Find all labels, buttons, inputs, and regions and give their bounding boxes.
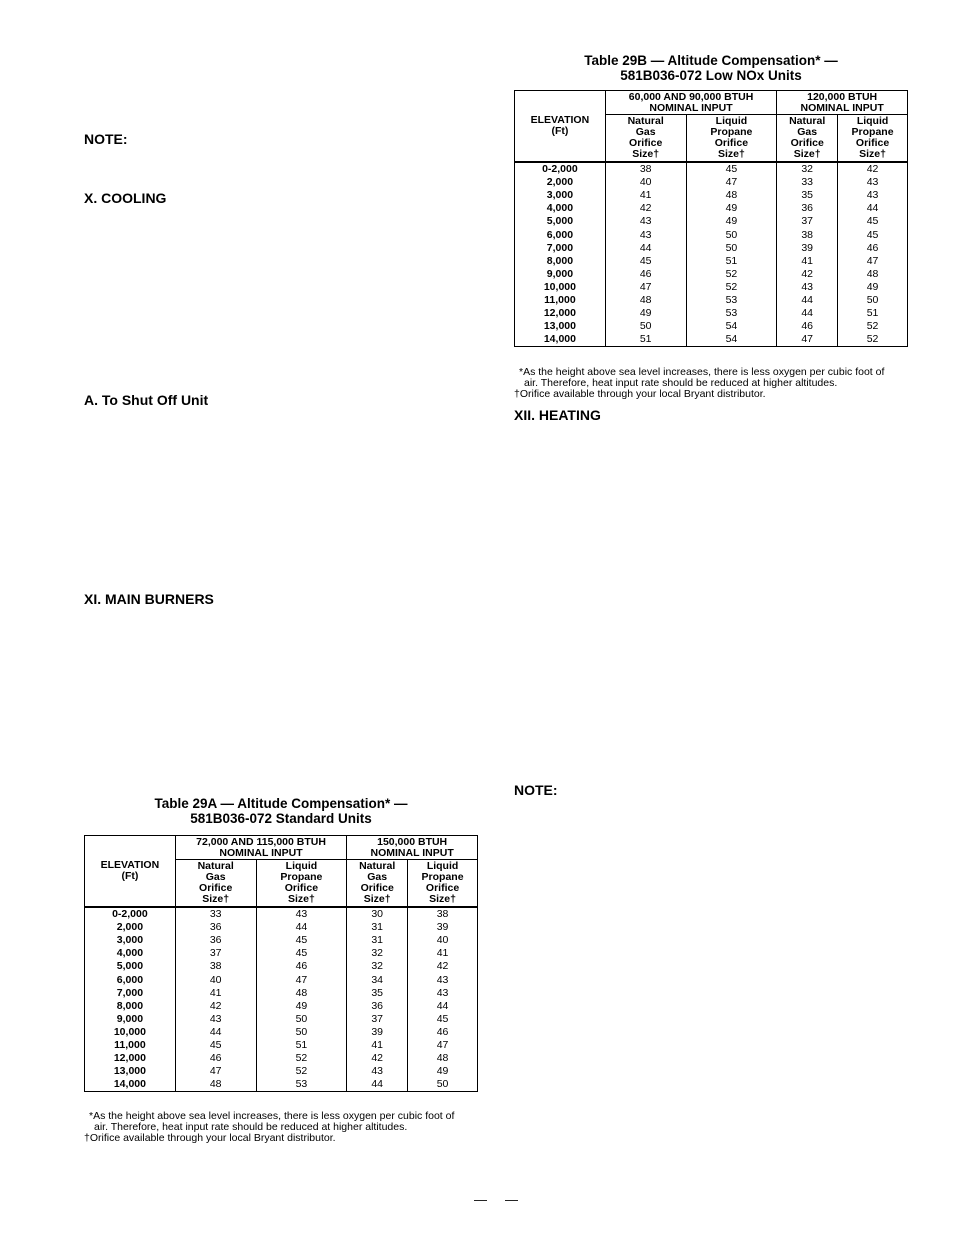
elevation-cell: 3,000 xyxy=(85,934,176,947)
orifice-size-cell: 53 xyxy=(686,294,777,307)
elevation-cell: 7,000 xyxy=(85,987,176,1000)
elevation-cell: 5,000 xyxy=(85,960,176,973)
orifice-size-cell: 43 xyxy=(408,987,478,1000)
elevation-cell: 0-2,000 xyxy=(85,907,176,921)
orifice-size-cell: 47 xyxy=(686,176,777,189)
orifice-size-cell: 42 xyxy=(347,1052,408,1065)
orifice-size-cell: 49 xyxy=(605,307,686,320)
orifice-size-cell: 45 xyxy=(256,934,347,947)
subheader-col-1: Natural Gas Orifice Size† xyxy=(175,860,256,908)
elevation-cell: 10,000 xyxy=(515,281,606,294)
orifice-size-cell: 40 xyxy=(175,973,256,986)
table-29b xyxy=(514,90,908,347)
group-header-2: 150,000 BTUH NOMINAL INPUT xyxy=(347,836,478,860)
table-row xyxy=(515,215,908,228)
table-29a-title-line2: 581B036-072 Standard Units xyxy=(190,811,372,826)
orifice-size-cell: 48 xyxy=(408,1052,478,1065)
table-row xyxy=(85,973,478,986)
orifice-size-cell: 48 xyxy=(838,268,908,281)
orifice-size-cell: 46 xyxy=(256,960,347,973)
subheader-col-4: Liquid Propane Orifice Size† xyxy=(408,860,478,908)
orifice-size-cell: 31 xyxy=(347,934,408,947)
orifice-size-cell: 43 xyxy=(605,228,686,241)
footnote-asterisk: *As the height above sea level increases, there is less oxygen per cubic foot of xyxy=(89,1110,455,1122)
page-mark-left: — xyxy=(474,1192,487,1207)
table-row xyxy=(85,1000,478,1013)
orifice-size-cell: 39 xyxy=(408,921,478,934)
group-header-1: 60,000 AND 90,000 BTUH NOMINAL INPUT xyxy=(605,91,776,115)
orifice-size-cell: 52 xyxy=(686,268,777,281)
elevation-cell: 2,000 xyxy=(515,176,606,189)
orifice-size-cell: 53 xyxy=(256,1078,347,1092)
table-row xyxy=(515,307,908,320)
elevation-cell: 5,000 xyxy=(515,215,606,228)
elevation-cell: 12,000 xyxy=(515,307,606,320)
orifice-size-cell: 46 xyxy=(408,1026,478,1039)
orifice-size-cell: 37 xyxy=(347,1013,408,1026)
orifice-size-cell: 32 xyxy=(347,947,408,960)
elevation-cell: 13,000 xyxy=(515,320,606,333)
orifice-size-cell: 52 xyxy=(256,1065,347,1078)
elevation-cell: 13,000 xyxy=(85,1065,176,1078)
orifice-size-cell: 50 xyxy=(408,1078,478,1092)
table-row xyxy=(85,921,478,934)
orifice-size-cell: 48 xyxy=(256,987,347,1000)
orifice-size-cell: 49 xyxy=(408,1065,478,1078)
table-29a-footnotes xyxy=(84,1111,480,1144)
section-xii-heating-heading: XII. HEATING xyxy=(514,407,601,423)
table-row xyxy=(85,1052,478,1065)
orifice-size-cell: 40 xyxy=(408,934,478,947)
elevation-cell: 8,000 xyxy=(515,255,606,268)
orifice-size-cell: 49 xyxy=(686,215,777,228)
elevation-header: ELEVATION (Ft) xyxy=(85,836,176,908)
elevation-cell: 4,000 xyxy=(515,202,606,215)
orifice-size-cell: 35 xyxy=(347,987,408,1000)
table-row xyxy=(85,907,478,921)
orifice-size-cell: 45 xyxy=(256,947,347,960)
orifice-size-cell: 54 xyxy=(686,320,777,333)
orifice-size-cell: 36 xyxy=(175,921,256,934)
orifice-size-cell: 36 xyxy=(777,202,838,215)
orifice-size-cell: 50 xyxy=(686,242,777,255)
orifice-size-cell: 44 xyxy=(347,1078,408,1092)
orifice-size-cell: 45 xyxy=(605,255,686,268)
orifice-size-cell: 31 xyxy=(347,921,408,934)
orifice-size-cell: 36 xyxy=(347,1000,408,1013)
orifice-size-cell: 43 xyxy=(838,176,908,189)
orifice-size-cell: 41 xyxy=(605,189,686,202)
table-row xyxy=(85,1026,478,1039)
table-row xyxy=(85,1065,478,1078)
elevation-cell: 4,000 xyxy=(85,947,176,960)
note-heading-right: NOTE: xyxy=(514,782,558,798)
orifice-size-cell: 42 xyxy=(777,268,838,281)
table-row xyxy=(515,189,908,202)
subheader-col-3: Natural Gas Orifice Size† xyxy=(777,115,838,163)
orifice-size-cell: 43 xyxy=(347,1065,408,1078)
elevation-cell: 6,000 xyxy=(515,228,606,241)
orifice-size-cell: 50 xyxy=(256,1026,347,1039)
orifice-size-cell: 42 xyxy=(605,202,686,215)
orifice-size-cell: 36 xyxy=(175,934,256,947)
orifice-size-cell: 49 xyxy=(256,1000,347,1013)
orifice-size-cell: 34 xyxy=(347,973,408,986)
table-row xyxy=(85,947,478,960)
orifice-size-cell: 41 xyxy=(175,987,256,1000)
elevation-cell: 14,000 xyxy=(515,333,606,347)
orifice-size-cell: 41 xyxy=(347,1039,408,1052)
elevation-cell: 3,000 xyxy=(515,189,606,202)
table-row xyxy=(85,960,478,973)
orifice-size-cell: 39 xyxy=(777,242,838,255)
orifice-size-cell: 38 xyxy=(175,960,256,973)
table-29a-body xyxy=(85,907,478,1092)
footnote-asterisk-cont: air. Therefore, heat input rate should be reduced at higher altitudes. xyxy=(524,377,838,389)
subheader-col-2: Liquid Propane Orifice Size† xyxy=(256,860,347,908)
footnote-asterisk: *As the height above sea level increases, there is less oxygen per cubic foot of xyxy=(519,366,885,378)
subsection-a-shut-off-heading: A. To Shut Off Unit xyxy=(84,392,209,408)
orifice-size-cell: 44 xyxy=(175,1026,256,1039)
orifice-size-cell: 43 xyxy=(605,215,686,228)
orifice-size-cell: 48 xyxy=(175,1078,256,1092)
table-row xyxy=(515,255,908,268)
table-29a-caption xyxy=(84,796,478,826)
orifice-size-cell: 53 xyxy=(686,307,777,320)
orifice-size-cell: 37 xyxy=(175,947,256,960)
table-29a-title-line1: Table 29A — Altitude Compensation* — xyxy=(154,796,408,811)
footnote-dagger: †Orifice available through your local Bryant distributor. xyxy=(514,388,766,400)
orifice-size-cell: 52 xyxy=(686,281,777,294)
orifice-size-cell: 47 xyxy=(256,973,347,986)
orifice-size-cell: 52 xyxy=(838,320,908,333)
elevation-cell: 0-2,000 xyxy=(515,162,606,176)
orifice-size-cell: 44 xyxy=(605,242,686,255)
elevation-cell: 9,000 xyxy=(515,268,606,281)
orifice-size-cell: 49 xyxy=(838,281,908,294)
orifice-size-cell: 51 xyxy=(838,307,908,320)
orifice-size-cell: 44 xyxy=(777,294,838,307)
orifice-size-cell: 41 xyxy=(408,947,478,960)
table-29b-footnotes xyxy=(514,367,910,400)
orifice-size-cell: 43 xyxy=(256,907,347,921)
table-row xyxy=(515,242,908,255)
table-row xyxy=(515,202,908,215)
orifice-size-cell: 54 xyxy=(686,333,777,347)
orifice-size-cell: 42 xyxy=(408,960,478,973)
orifice-size-cell: 33 xyxy=(777,176,838,189)
section-xi-main-burners-heading: XI. MAIN BURNERS xyxy=(84,591,214,607)
table-row xyxy=(85,1013,478,1026)
orifice-size-cell: 46 xyxy=(838,242,908,255)
table-row xyxy=(515,268,908,281)
orifice-size-cell: 44 xyxy=(777,307,838,320)
orifice-size-cell: 49 xyxy=(686,202,777,215)
orifice-size-cell: 38 xyxy=(408,907,478,921)
note-heading-left: NOTE: xyxy=(84,131,128,147)
orifice-size-cell: 48 xyxy=(686,189,777,202)
table-row xyxy=(515,228,908,241)
page-mark-right: — xyxy=(505,1192,518,1207)
orifice-size-cell: 50 xyxy=(838,294,908,307)
orifice-size-cell: 35 xyxy=(777,189,838,202)
orifice-size-cell: 43 xyxy=(777,281,838,294)
table-row xyxy=(515,320,908,333)
elevation-cell: 10,000 xyxy=(85,1026,176,1039)
elevation-cell: 2,000 xyxy=(85,921,176,934)
orifice-size-cell: 32 xyxy=(777,162,838,176)
orifice-size-cell: 47 xyxy=(408,1039,478,1052)
orifice-size-cell: 51 xyxy=(256,1039,347,1052)
orifice-size-cell: 43 xyxy=(838,189,908,202)
table-row xyxy=(85,1039,478,1052)
subheader-col-1: Natural Gas Orifice Size† xyxy=(605,115,686,163)
orifice-size-cell: 45 xyxy=(686,162,777,176)
orifice-size-cell: 47 xyxy=(605,281,686,294)
table-29b-caption xyxy=(514,53,908,83)
elevation-header: ELEVATION (Ft) xyxy=(515,91,606,163)
orifice-size-cell: 46 xyxy=(605,268,686,281)
orifice-size-cell: 51 xyxy=(686,255,777,268)
elevation-cell: 8,000 xyxy=(85,1000,176,1013)
orifice-size-cell: 44 xyxy=(408,1000,478,1013)
orifice-size-cell: 50 xyxy=(686,228,777,241)
orifice-size-cell: 30 xyxy=(347,907,408,921)
orifice-size-cell: 45 xyxy=(175,1039,256,1052)
orifice-size-cell: 44 xyxy=(256,921,347,934)
table-row xyxy=(85,987,478,1000)
orifice-size-cell: 42 xyxy=(175,1000,256,1013)
orifice-size-cell: 45 xyxy=(408,1013,478,1026)
table-29b-title-line2: 581B036-072 Low NOx Units xyxy=(620,68,802,83)
orifice-size-cell: 45 xyxy=(838,228,908,241)
subheader-col-3: Natural Gas Orifice Size† xyxy=(347,860,408,908)
orifice-size-cell: 41 xyxy=(777,255,838,268)
orifice-size-cell: 50 xyxy=(256,1013,347,1026)
orifice-size-cell: 43 xyxy=(408,973,478,986)
elevation-cell: 11,000 xyxy=(85,1039,176,1052)
orifice-size-cell: 43 xyxy=(175,1013,256,1026)
orifice-size-cell: 51 xyxy=(605,333,686,347)
elevation-cell: 9,000 xyxy=(85,1013,176,1026)
orifice-size-cell: 47 xyxy=(175,1065,256,1078)
orifice-size-cell: 32 xyxy=(347,960,408,973)
orifice-size-cell: 52 xyxy=(256,1052,347,1065)
orifice-size-cell: 47 xyxy=(777,333,838,347)
table-row xyxy=(515,281,908,294)
table-row xyxy=(85,1078,478,1092)
orifice-size-cell: 52 xyxy=(838,333,908,347)
orifice-size-cell: 46 xyxy=(175,1052,256,1065)
orifice-size-cell: 38 xyxy=(777,228,838,241)
orifice-size-cell: 45 xyxy=(838,215,908,228)
elevation-cell: 7,000 xyxy=(515,242,606,255)
orifice-size-cell: 48 xyxy=(605,294,686,307)
footnote-asterisk-cont: air. Therefore, heat input rate should be reduced at higher altitudes. xyxy=(94,1121,408,1133)
orifice-size-cell: 38 xyxy=(605,162,686,176)
orifice-size-cell: 46 xyxy=(777,320,838,333)
orifice-size-cell: 40 xyxy=(605,176,686,189)
table-row xyxy=(515,333,908,347)
table-29b-title-line1: Table 29B — Altitude Compensation* — xyxy=(584,53,838,68)
orifice-size-cell: 39 xyxy=(347,1026,408,1039)
subheader-col-4: Liquid Propane Orifice Size† xyxy=(838,115,908,163)
section-x-cooling-heading: X. COOLING xyxy=(84,190,167,206)
orifice-size-cell: 50 xyxy=(605,320,686,333)
table-29a xyxy=(84,835,478,1092)
elevation-cell: 14,000 xyxy=(85,1078,176,1092)
orifice-size-cell: 47 xyxy=(838,255,908,268)
orifice-size-cell: 42 xyxy=(838,162,908,176)
table-row xyxy=(515,294,908,307)
group-header-1: 72,000 AND 115,000 BTUH NOMINAL INPUT xyxy=(175,836,346,860)
table-29b-body xyxy=(515,162,908,347)
orifice-size-cell: 37 xyxy=(777,215,838,228)
footnote-dagger: †Orifice available through your local Bryant distributor. xyxy=(84,1132,336,1144)
elevation-cell: 6,000 xyxy=(85,973,176,986)
elevation-cell: 11,000 xyxy=(515,294,606,307)
subheader-col-2: Liquid Propane Orifice Size† xyxy=(686,115,777,163)
table-row xyxy=(85,934,478,947)
group-header-2: 120,000 BTUH NOMINAL INPUT xyxy=(777,91,908,115)
orifice-size-cell: 44 xyxy=(838,202,908,215)
elevation-cell: 12,000 xyxy=(85,1052,176,1065)
orifice-size-cell: 33 xyxy=(175,907,256,921)
table-row xyxy=(515,162,908,176)
table-row xyxy=(515,176,908,189)
